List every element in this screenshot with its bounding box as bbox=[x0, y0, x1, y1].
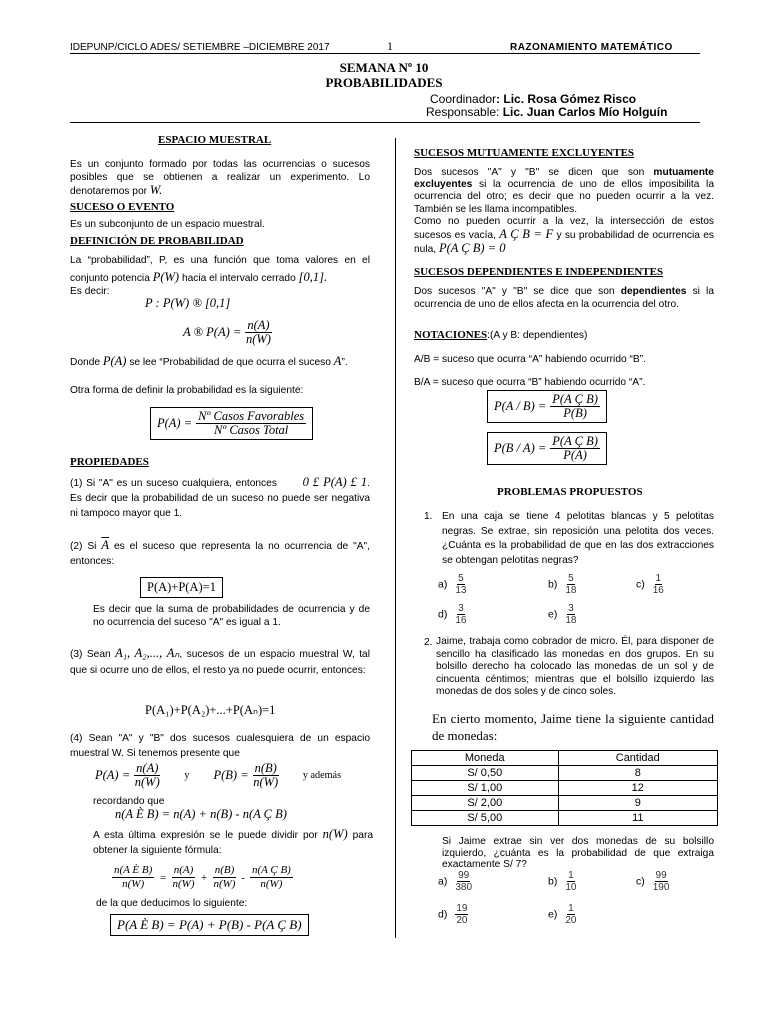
table-row bbox=[412, 766, 718, 781]
suceso-text: Es un subconjunto de un espacio muestral. bbox=[70, 219, 265, 230]
dependent-text: Dos sucesos "A" y "B" se dice que son dependientes si la ocurrencia de uno de ellos afecta en la ocurrencia del otro. bbox=[414, 286, 714, 310]
fraction-numerator: 19 bbox=[456, 903, 468, 914]
fraction-denominator: 16 bbox=[455, 615, 467, 626]
table-cell: 8 bbox=[558, 766, 717, 781]
option-fraction bbox=[653, 573, 664, 596]
answer-option bbox=[548, 573, 576, 596]
table-cell: S/ 2,00 bbox=[412, 796, 559, 811]
fraction-denominator: 10 bbox=[565, 882, 577, 893]
fraction-denominator: 20 bbox=[456, 915, 468, 926]
coordinator-line: Coordinador: Lic. Rosa Gómez Risco bbox=[430, 92, 637, 106]
option-label: c) bbox=[636, 875, 645, 888]
table-cell: S/ 0,50 bbox=[412, 766, 559, 781]
es-decir: Es decir: bbox=[70, 286, 110, 297]
fraction-numerator: 5 bbox=[568, 573, 574, 584]
week-title: SEMANA Nº 10 bbox=[339, 60, 429, 75]
option-label: e) bbox=[548, 608, 558, 621]
property-2: (2) Si A es el suceso que representa la no ocurrencia de "A", entonces: bbox=[70, 538, 370, 567]
property-4-text2: A esta última expresión se le puede dividir por n(W) para obtener la siguiente fórmula: bbox=[93, 827, 373, 856]
deduce-text: de la que deducimos lo siguiente: bbox=[96, 898, 248, 909]
property-3-formula: P(A₁)+P(A₂)+...+P(Aₙ)=1 bbox=[145, 703, 276, 717]
notation-ba: B/A = suceso que ocurra “B” habiendo ocurrido “A”. bbox=[414, 377, 646, 388]
answer-option bbox=[438, 573, 466, 596]
fraction-numerator: 1 bbox=[655, 573, 662, 584]
option-fraction bbox=[455, 903, 468, 926]
q2-number: 2. bbox=[424, 637, 433, 648]
formula-function: P : P(W) ® [0,1] bbox=[145, 296, 231, 310]
problems-title: PROBLEMAS PROPUESTOS bbox=[497, 486, 643, 498]
property-4: (4) Sean "A" y "B" dos sucesos cualesquiera de un espacio muestral W. Si tenemos presente que bbox=[70, 733, 370, 759]
table-header-cell: Moneda bbox=[412, 751, 559, 766]
fraction-numerator: 99 bbox=[655, 870, 667, 881]
property-4-pa: P(A) = $\frac{n(A)}{n(W)}$ y P(B) = $\frac{n(B)}{n(W)}$ y además bbox=[95, 761, 342, 789]
fraction-numerator: 1 bbox=[568, 903, 574, 914]
property-1: (1) Si "A" es un suceso cualquiera, entonces 0 £ P(A) £ 1. Es decir que la probabilidad de un suceso no puede ser negativa ni tampoco mayor que 1. bbox=[70, 475, 370, 519]
dependent-title: SUCESOS DEPENDIENTES E INDEPENDIENTES bbox=[414, 266, 664, 278]
option-fraction bbox=[455, 573, 466, 596]
q2-question: Si Jaime extrae sin ver dos monedas de su bolsillo izquierdo, ¿cuánta es la probabilidad de que extraiga exactamente S/ 7? bbox=[442, 836, 714, 870]
conditional-box-ab: P(A / B) = $\frac{\text{P(A Ç B)}}{P(B)}$ bbox=[487, 390, 607, 423]
donde-text: Donde P(A) se lee “Probabilidad de que ocurra el suceso A”. bbox=[70, 354, 348, 368]
union-formula: n(A È B) = n(A) + n(B) - n(A Ç B) bbox=[115, 807, 287, 821]
fraction-denominator: 190 bbox=[652, 882, 670, 893]
notation-ab: A/B = suceso que ocurra “A” habiendo ocurrido “B”. bbox=[414, 354, 646, 365]
fraction-denominator: 13 bbox=[455, 585, 467, 596]
header-subject: RAZONAMIENTO MATEMÁTICO bbox=[510, 42, 673, 53]
definition-box: P(A) = $\frac{\text{Nº Casos Favorables}}{\text{Nº Casos Total}}$ bbox=[150, 407, 313, 440]
properties-title: PROPIEDADES bbox=[70, 456, 149, 468]
option-label: c) bbox=[636, 578, 645, 591]
header-course: IDEPUNP/CICLO ADES/ SETIEMBRE –DICIEMBRE 2017 bbox=[70, 42, 330, 53]
answer-option bbox=[548, 603, 576, 626]
fraction-numerator: 5 bbox=[458, 573, 464, 584]
option-fraction bbox=[455, 603, 466, 626]
fraction-numerator: 1 bbox=[568, 870, 574, 881]
answer-option bbox=[548, 903, 576, 926]
divided-formula: $\frac{\text{n(A È B)}}{n(W)}$ = $\frac{n(A)}{n(W)}$ + $\frac{n(B)}{n(W)}$ - $\frac{\text{n(A Ç B)}}{n(W)}$ bbox=[114, 864, 291, 890]
option-label: a) bbox=[438, 578, 448, 591]
option-fraction bbox=[565, 870, 576, 893]
option-fraction bbox=[565, 603, 576, 626]
fraction-denominator: 18 bbox=[565, 585, 577, 596]
answer-option bbox=[636, 573, 664, 596]
fraction-denominator: 20 bbox=[565, 915, 577, 926]
answer-option bbox=[636, 870, 669, 893]
header-rule bbox=[70, 53, 700, 54]
notations: NOTACIONES:(A y B: dependientes) bbox=[414, 329, 588, 341]
answer-option bbox=[438, 870, 472, 893]
q2-text2: En cierto momento, Jaime tiene la siguiente cantidad de monedas: bbox=[432, 711, 714, 743]
q1-number: 1. bbox=[424, 511, 433, 522]
answer-option bbox=[438, 903, 468, 926]
table-header-cell: Cantidad bbox=[558, 751, 717, 766]
fraction-numerator: 99 bbox=[458, 870, 470, 881]
option-fraction bbox=[565, 903, 576, 926]
table-row bbox=[412, 796, 718, 811]
fraction-denominator: 18 bbox=[565, 615, 577, 626]
option-label: e) bbox=[548, 908, 558, 921]
recordando-text: recordando que bbox=[93, 796, 165, 807]
q1-text: En una caja se tiene 4 pelotitas blancas y 5 pelotitas negras. Se extrae, sin reposición una pelotita dos veces. ¿Cuánta es la probabilidad de que en las dos extracciones se obtengan pelotitas negras? bbox=[442, 511, 714, 566]
answer-option bbox=[548, 870, 576, 893]
espacio-title: ESPACIO MUESTRAL bbox=[158, 134, 272, 146]
table-cell: 11 bbox=[558, 811, 717, 826]
column-divider bbox=[395, 138, 396, 938]
option-label: d) bbox=[438, 908, 448, 921]
table-header-row bbox=[412, 751, 718, 766]
defin-title: DEFINICIÓN DE PROBABILIDAD bbox=[70, 235, 244, 247]
option-fraction bbox=[653, 870, 670, 893]
property-2-text: Es decir que la suma de probabilidades de ocurrencia y de no ocurrencia del suceso "A" es igual a 1. bbox=[93, 604, 370, 628]
option-label: d) bbox=[438, 608, 448, 621]
option-label: b) bbox=[548, 578, 558, 591]
coins-table bbox=[411, 750, 718, 826]
option-label: a) bbox=[438, 875, 448, 888]
suceso-title: SUCESO O EVENTO bbox=[70, 201, 175, 213]
final-formula-box: P(A È B) = P(A) + P(B) - P(A Ç B) bbox=[110, 914, 309, 936]
table-cell: S/ 5,00 bbox=[412, 811, 559, 826]
table-row bbox=[412, 811, 718, 826]
page-number: 1 bbox=[387, 39, 393, 53]
formula-probability: A ® P(A) = $\frac{n(A)}{n(W)}$ bbox=[183, 318, 271, 346]
table-cell: S/ 1,00 bbox=[412, 781, 559, 796]
table-row bbox=[412, 781, 718, 796]
conditional-box-ba: P(B / A) = $\frac{\text{P(A Ç B)}}{P(A)}$ bbox=[487, 432, 607, 465]
espacio-text: Es un conjunto formado por todas las ocurrencias o sucesos posibles que se obtienen a realizar un experimento. Lo denotaremos por W. bbox=[70, 159, 370, 197]
fraction-numerator: 3 bbox=[458, 603, 464, 614]
table-cell: 12 bbox=[558, 781, 717, 796]
property-3: (3) Sean A₁, A₂,..., Aₙ, sucesos de un espacio muestral W, tal que si ocurre uno de ellos, el resto ya no puede ocurrir, entonces: bbox=[70, 646, 370, 676]
otra-forma: Otra forma de definir la probabilidad es la siguiente: bbox=[70, 385, 304, 396]
defin-text: La “probabilidad”, P, es una función que toma valores en el conjunto potencia P(W) hacia el intervalo cerrado [0,1]. bbox=[70, 255, 370, 284]
mutual-title: SUCESOS MUTUAMENTE EXCLUYENTES bbox=[414, 147, 635, 159]
answer-option bbox=[438, 603, 466, 626]
option-fraction bbox=[455, 870, 472, 893]
fraction-denominator: 380 bbox=[455, 882, 473, 893]
q2-text: Jaime, trabaja como cobrador de micro. Él, para disponer de sencillo ha clasificado las monedas en dos grupos. En su bolsillo derecho ha colocado las monedas de un sol y de cincuenta céntimos; mientras que el bolsillo izquierdo las monedas de dos soles y de cinco soles. bbox=[436, 636, 714, 697]
topic-title: PROBABILIDADES bbox=[325, 75, 443, 90]
table-cell: 9 bbox=[558, 796, 717, 811]
fraction-numerator: 3 bbox=[568, 603, 574, 614]
property-2-formula: P(A)+P(A)=1 bbox=[140, 577, 223, 598]
option-fraction bbox=[565, 573, 576, 596]
responsible-line: Responsable: Lic. Juan Carlos Mío Holguín bbox=[426, 105, 668, 119]
mutual-text: Dos sucesos "A" y "B" se dicen que son mutuamente excluyentes si la ocurrencia de uno de ellos imposibilita la ocurrencia del otro; es decir que no pueden ocurrir a la vez. También se les llama incompatibles. Como no pueden ocurrir a la vez, la intersección de estos sucesos es vacía, A Ç B = F y su probabilidad de ocurrencia es nula, P(A Ç B) = 0 bbox=[414, 167, 714, 256]
fraction-denominator: 16 bbox=[652, 585, 664, 596]
title-rule bbox=[70, 122, 700, 123]
option-label: b) bbox=[548, 875, 558, 888]
